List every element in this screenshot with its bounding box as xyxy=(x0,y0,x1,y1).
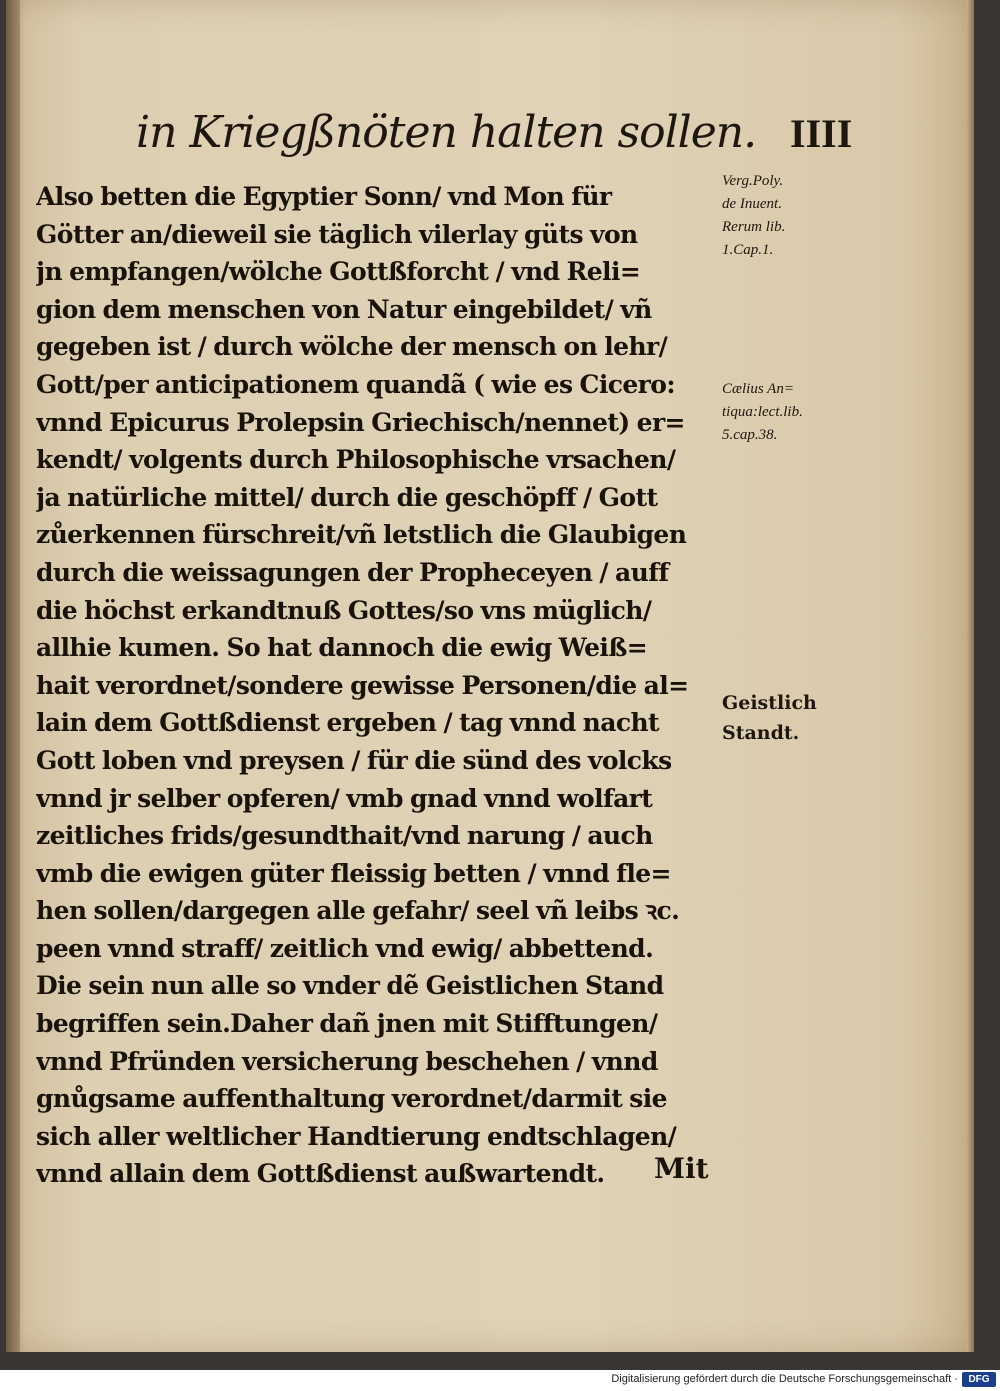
text-line: jn empfangen/wölche Gottßforcht / vnd Reli= xyxy=(36,257,641,287)
margin-note-line: Geistlich xyxy=(722,692,817,714)
margin-note-line: 1.Cap.1. xyxy=(722,242,774,258)
footer-bar xyxy=(0,1370,1000,1391)
body-text xyxy=(36,178,726,1193)
text-line: vnnd jr selber opferen/ vmb gnad vnnd wolfart xyxy=(36,783,653,813)
text-line: vmb die ewigen güter fleissig betten / vnnd fle= xyxy=(36,858,671,888)
text-line: Gott loben vnd preysen / für die sünd des volcks xyxy=(36,745,672,775)
margin-note-line: 5.cap.38. xyxy=(722,427,778,443)
margin-note-caelius xyxy=(722,378,862,447)
margin-note-line: Standt. xyxy=(722,722,800,744)
book-page xyxy=(6,0,974,1352)
margin-note-line: Rerum lib. xyxy=(722,219,786,235)
text-line: zeitliches frids/gesundthait/vnd narung / auch xyxy=(36,821,653,851)
margin-note-line: de Inuent. xyxy=(722,196,782,212)
text-line: kendt/ volgents durch Philosophische vrsachen/ xyxy=(36,445,676,475)
margin-note-line: Cælius An= xyxy=(722,381,794,397)
funding-notice: Digitalisierung gefördert durch die Deutsche Forschungsgemeinschaft · xyxy=(611,1373,958,1385)
text-line: lain dem Gottßdienst ergeben / tag vnnd nacht xyxy=(36,708,659,738)
text-line: vnnd Epicurus Prolepsin Griechisch/nennet) er= xyxy=(36,407,685,437)
margin-note-line: tiqua:lect.lib. xyxy=(722,404,803,420)
text-line: gnůgsame auffenthaltung verordnet/darmit sie xyxy=(36,1084,667,1114)
dfg-logo-icon: DFG xyxy=(962,1372,996,1387)
margin-note-line: Verg.Poly. xyxy=(722,173,784,189)
text-line: gegeben ist / durch wölche der mensch on lehr/ xyxy=(36,332,668,362)
text-line: allhie kumen. So hat dannoch die ewig Weiß= xyxy=(36,633,648,663)
text-line: sich aller weltlicher Handtierung endtschlagen/ xyxy=(36,1121,677,1151)
margin-note-geistlich xyxy=(722,688,862,748)
text-line: hen sollen/dargegen alle gefahr/ seel vñ leibs ꝛc. xyxy=(36,896,680,926)
text-line: Also betten die Egyptier Sonn/ vnd Mon für xyxy=(36,182,612,211)
text-line: begriffen sein.Daher dañ jnen mit Stifftungen/ xyxy=(36,1009,658,1039)
page-fold-edge xyxy=(6,0,20,1352)
text-line: die höchst erkandtnuß Gottes/so vns müglich/ xyxy=(36,595,652,625)
text-line: Die sein nun alle so vnder dẽ Geistlichen Stand xyxy=(36,971,664,1001)
text-line: peen vnnd straff/ zeitlich vnd ewig/ abbettend. xyxy=(36,933,654,963)
text-line: gion dem menschen von Natur eingebildet/ vñ xyxy=(36,294,652,324)
text-line: vnnd allain dem Gottßdienst außwartendt. xyxy=(36,1159,605,1189)
text-line: ja natürliche mittel/ durch die geschöpff / Gott xyxy=(36,482,658,512)
running-head: in Kriegßnöten halten sollen. xyxy=(136,107,757,158)
page-right-edge xyxy=(966,0,974,1352)
text-line: durch die weissagungen der Propheceyen / auff xyxy=(36,557,669,587)
margin-note-vergil xyxy=(722,170,862,262)
text-line: hait verordnet/sondere gewisse Personen/die al= xyxy=(36,670,689,700)
text-line: Gott/per anticipationem quandã ( wie es Cicero: xyxy=(36,369,675,399)
text-line: Götter an/dieweil sie täglich vilerlay güts von xyxy=(36,219,638,249)
catchword: Mit xyxy=(654,1152,709,1185)
folio-number: IIII xyxy=(790,111,853,156)
text-line: vnnd Pfründen versicherung beschehen / vnnd xyxy=(36,1046,658,1076)
text-line: zůerkennen fürschreit/vñ letstlich die Glaubigen xyxy=(36,520,687,550)
